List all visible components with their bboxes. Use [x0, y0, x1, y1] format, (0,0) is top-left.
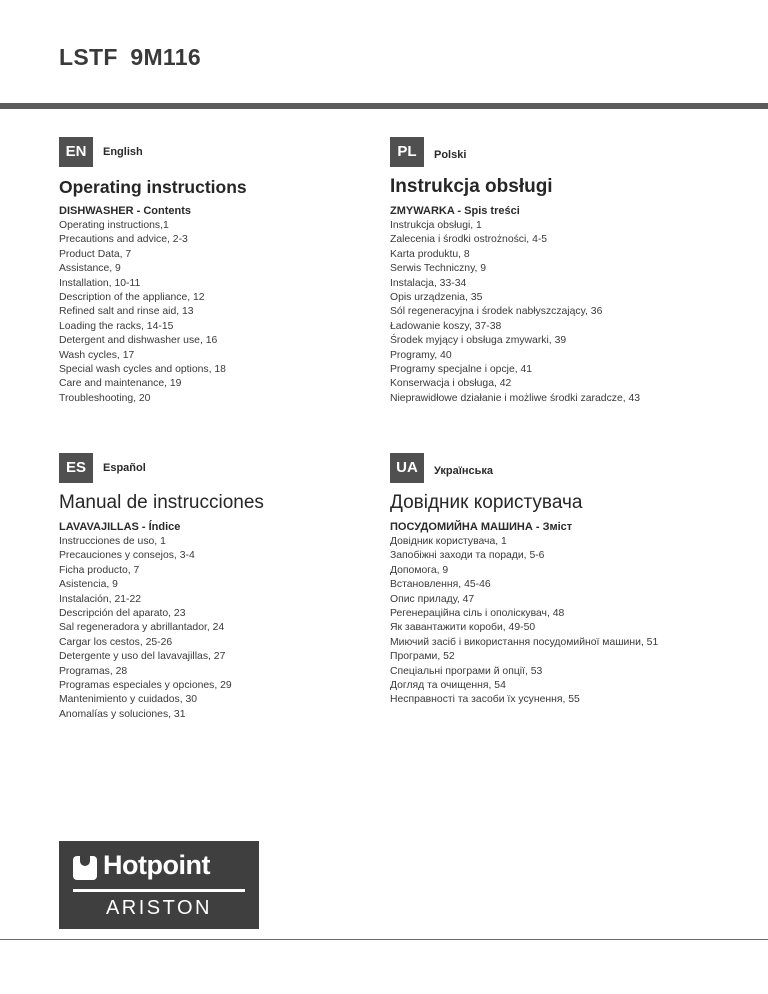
contents-item: Środek myjący i obsługa zmywarki, 39	[390, 335, 567, 347]
language-code-badge: UA	[390, 453, 424, 483]
contents-item: Detergent and dishwasher use, 16	[59, 335, 218, 347]
language-name: Українська	[434, 465, 494, 477]
language-row	[59, 453, 409, 483]
contents-item: Zalecenia i środki ostrożności, 4-5	[390, 234, 548, 246]
contents-item: Встановлення, 45-46	[390, 579, 491, 591]
contents-list	[390, 535, 740, 708]
language-row	[390, 137, 740, 167]
section-heading: Instrukcja obsługi	[390, 176, 553, 197]
contents-item: Installation, 10-11	[59, 277, 141, 289]
contents-item: Programy specjalne i opcje, 41	[390, 364, 533, 376]
section-ukrainian	[390, 453, 740, 708]
contents-item: Programas especiales y opciones, 29	[59, 680, 232, 692]
model-number: LSTF 9M116	[59, 44, 201, 70]
contents-item: Asistencia, 9	[59, 579, 118, 591]
contents-item: Несправності та засоби їх усунення, 55	[390, 694, 580, 706]
contents-item: Operating instructions,1	[59, 220, 169, 231]
section-spanish	[59, 453, 409, 722]
contents-item: Programy, 40	[390, 349, 452, 361]
contents-item: Descripción del aparato, 23	[59, 608, 186, 620]
contents-item: Ficha producto, 7	[59, 564, 140, 576]
section-heading: Operating instructions	[59, 177, 247, 197]
contents-title: ПОСУДОМИЙНА МАШИНА - Зміст	[390, 521, 573, 533]
language-code-badge: ES	[59, 453, 93, 483]
contents-item: Миючий засіб і використання посудомийної машини, 51	[390, 636, 659, 648]
contents-title: DISHWASHER - Contents	[59, 205, 191, 217]
contents-item: Cargar los cestos, 25-26	[59, 636, 173, 648]
language-code-badge: PL	[390, 137, 424, 167]
section-polish	[390, 137, 740, 406]
hotpoint-ariston-logo	[59, 841, 259, 929]
contents-item: Product Data, 7	[59, 248, 132, 260]
contents-item: Instalación, 21-22	[59, 593, 142, 605]
contents-item: Допомога, 9	[390, 564, 449, 576]
contents-item: Як завантажити короби, 49-50	[390, 622, 536, 634]
contents-item: Assistance, 9	[59, 263, 121, 275]
contents-item: Anomalías y soluciones, 31	[59, 708, 186, 720]
contents-item: Refined salt and rinse aid, 13	[59, 306, 194, 318]
contents-item: Detergente y uso del lavavajillas, 27	[59, 651, 226, 663]
section-heading: Manual de instrucciones	[59, 492, 264, 513]
contents-item: Mantenimiento y cuidados, 30	[59, 694, 198, 706]
contents-list	[390, 219, 740, 406]
contents-item: Special wash cycles and options, 18	[59, 364, 226, 376]
contents-item: Serwis Techniczny, 9	[390, 263, 487, 275]
contents-item: Ładowanie koszy, 37-38	[390, 320, 502, 332]
language-row	[59, 137, 409, 167]
contents-item: Loading the racks, 14-15	[59, 320, 174, 332]
contents-item: Description of the appliance, 12	[59, 292, 205, 304]
header-rule	[0, 103, 768, 109]
logo-divider	[73, 889, 245, 892]
language-code-badge: EN	[59, 137, 93, 167]
language-name: Español	[103, 462, 146, 474]
contents-item: Precauciones y consejos, 3-4	[59, 550, 195, 562]
contents-item: Instalacja, 33-34	[390, 277, 467, 289]
contents-item: Програми, 52	[390, 651, 455, 663]
contents-item: Запобіжні заходи та поради, 5-6	[390, 550, 545, 562]
section-heading: Довідник користувача	[390, 492, 583, 513]
contents-item: Opis urządzenia, 35	[390, 292, 483, 304]
contents-item: Догляд та очищення, 54	[390, 680, 506, 692]
contents-item: Опис приладу, 47	[390, 593, 475, 605]
language-name: English	[103, 146, 143, 158]
contents-title: LAVAVAJILLAS - Índice	[59, 521, 181, 533]
language-name: Polski	[434, 149, 467, 161]
contents-item: Instrukcja obsługi, 1	[390, 220, 482, 231]
contents-item: Troubleshooting, 20	[59, 392, 151, 404]
contents-item: Sal regeneradora y abrillantador, 24	[59, 622, 225, 634]
contents-item: Konserwacja i obsługa, 42	[390, 378, 512, 390]
contents-item: Регенераційна сіль і ополіскувач, 48	[390, 608, 565, 620]
contents-item: Довідник користувача, 1	[390, 536, 507, 547]
contents-item: Precautions and advice, 2-3	[59, 234, 188, 246]
contents-item: Karta produktu, 8	[390, 248, 470, 260]
contents-list	[59, 535, 409, 722]
language-row	[390, 453, 740, 483]
section-english	[59, 137, 409, 406]
contents-item: Sól regeneracyjna i środek nabłyszczający, 36	[390, 306, 603, 318]
contents-title: ZMYWARKA - Spis treści	[390, 205, 520, 217]
contents-item: Instrucciones de uso, 1	[59, 536, 166, 547]
contents-list	[59, 219, 409, 406]
contents-item: Care and maintenance, 19	[59, 378, 182, 390]
logo-brand-top: Hotpoint	[103, 850, 210, 880]
footer-rule	[0, 939, 768, 940]
contents-item: Wash cycles, 17	[59, 349, 135, 361]
contents-item: Спеціальні програми й опції, 53	[390, 665, 543, 677]
logo-brand-bottom: ARISTON	[105, 897, 213, 919]
contents-item: Nieprawidłowe działanie i możliwe środki zaradcze, 43	[390, 392, 641, 404]
contents-item: Programas, 28	[59, 665, 128, 677]
hotpoint-mark-icon	[73, 856, 97, 880]
